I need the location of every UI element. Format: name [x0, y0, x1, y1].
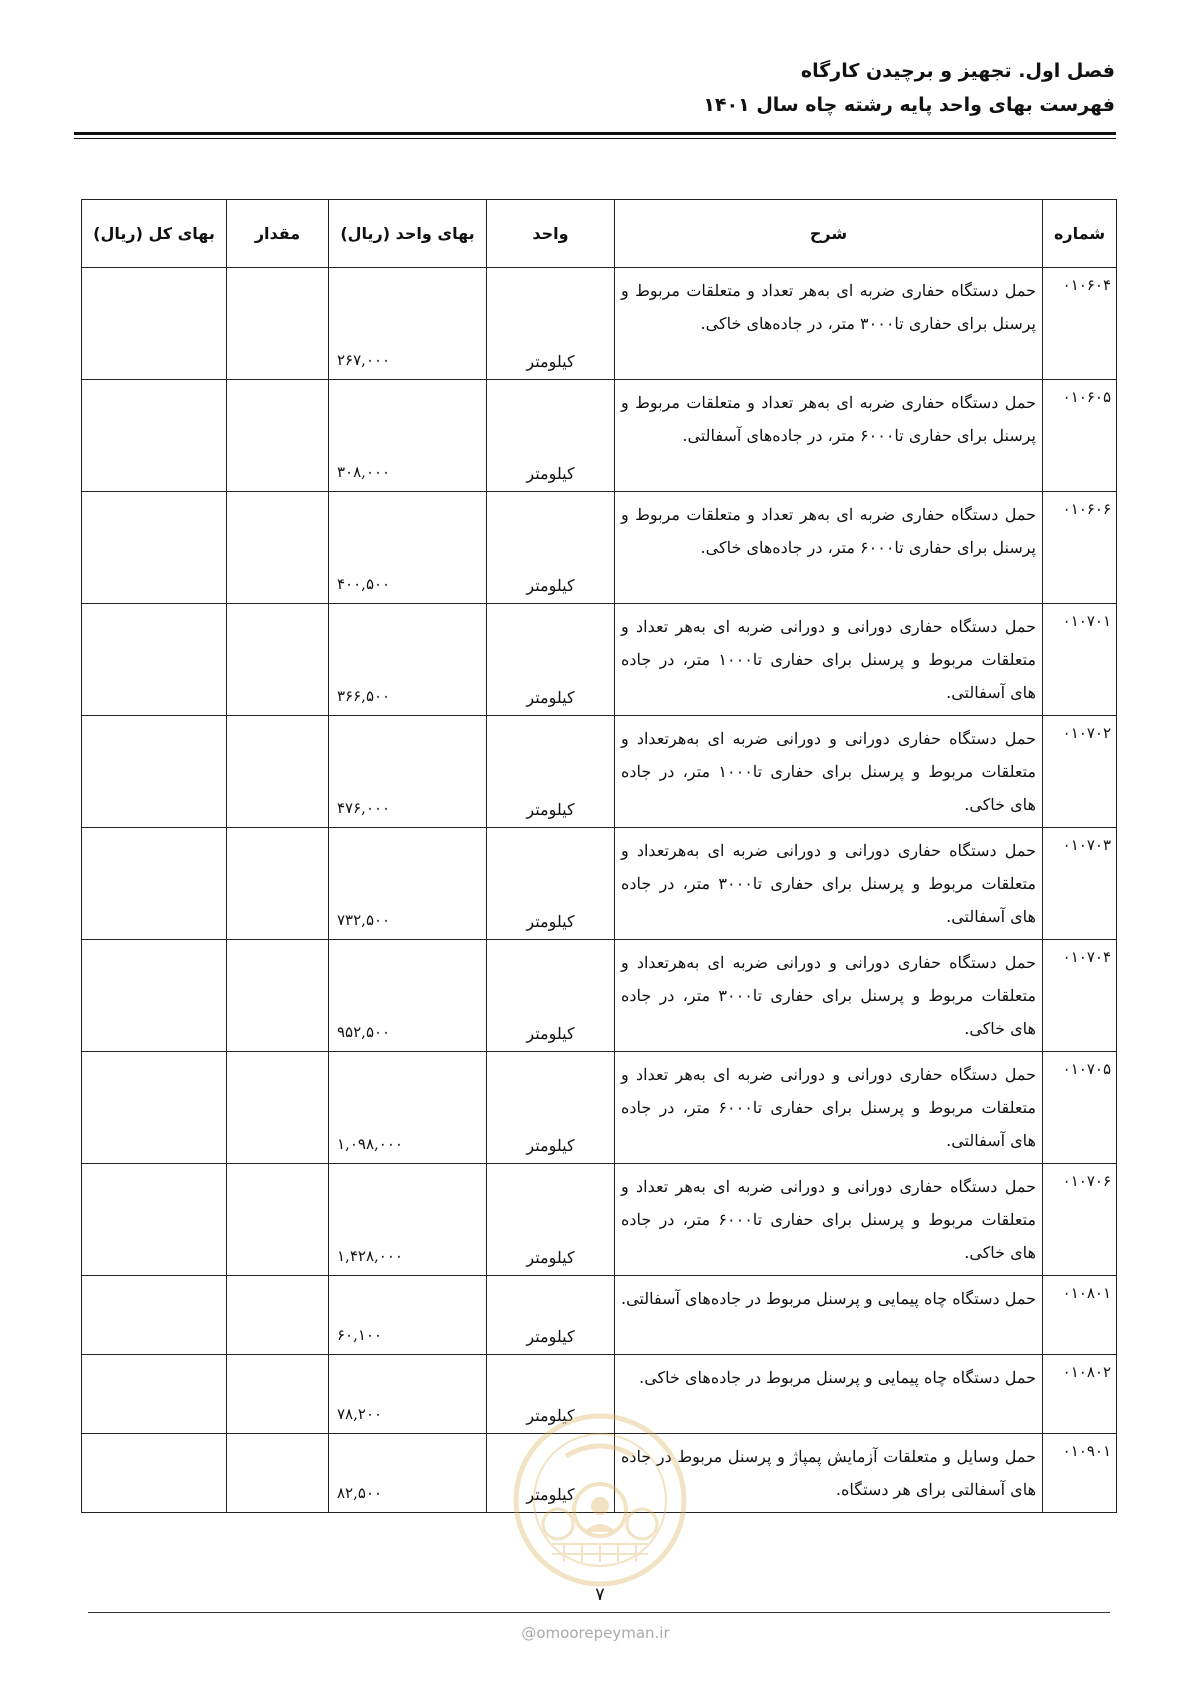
item-unit: کیلومتر	[487, 1434, 615, 1513]
item-quantity	[227, 604, 329, 716]
chapter-title: فصل اول. تجهیز و برچیدن کارگاه	[800, 60, 1115, 82]
item-number: ۰۱۰۷۰۳	[1043, 828, 1117, 940]
item-total-price	[82, 1355, 227, 1434]
item-quantity	[227, 268, 329, 380]
item-total-price	[82, 1164, 227, 1276]
table-row	[82, 1164, 1117, 1276]
item-description: حمل دستگاه حفاری دورانی و دورانی ضربه ای به‌هرتعداد و متعلقات مربوط و پرسنل برای حفاری تا۱۰۰۰ متر، در جاده های خاکی.	[615, 716, 1043, 828]
col-header-total-price: بهای کل (ریال)	[82, 200, 227, 268]
item-unit-price: ۶۰,۱۰۰	[329, 1276, 487, 1355]
item-unit-price: ۱,۴۲۸,۰۰۰	[329, 1164, 487, 1276]
item-number: ۰۱۰۶۰۶	[1043, 492, 1117, 604]
item-total-price	[82, 380, 227, 492]
seal-logo-icon	[512, 1412, 688, 1588]
table-row	[82, 268, 1117, 380]
item-quantity	[227, 1164, 329, 1276]
item-unit-price: ۴۷۶,۰۰۰	[329, 716, 487, 828]
item-description: حمل دستگاه حفاری دورانی و دورانی ضربه ای به‌هرتعداد و متعلقات مربوط و پرسنل برای حفاری تا۳۰۰۰ متر، در جاده های آسفالتی.	[615, 828, 1043, 940]
col-header-number: شماره	[1043, 200, 1117, 268]
item-unit-price: ۳۰۸,۰۰۰	[329, 380, 487, 492]
item-quantity	[227, 1434, 329, 1513]
item-unit: کیلومتر	[487, 1164, 615, 1276]
item-number: ۰۱۰۶۰۴	[1043, 268, 1117, 380]
item-description: حمل دستگاه چاه پیمایی و پرسنل مربوط در جاده‌های آسفالتی.	[615, 1276, 1043, 1355]
table-row	[82, 492, 1117, 604]
item-description: حمل دستگاه حفاری دورانی و دورانی ضربه ای به‌هرتعداد و متعلقات مربوط و پرسنل برای حفاری تا۳۰۰۰ متر، در جاده های خاکی.	[615, 940, 1043, 1052]
item-quantity	[227, 940, 329, 1052]
col-header-unit: واحد	[487, 200, 615, 268]
item-quantity	[227, 380, 329, 492]
item-unit: کیلومتر	[487, 1276, 615, 1355]
header-rule-thin	[74, 138, 1116, 139]
item-number: ۰۱۰۶۰۵	[1043, 380, 1117, 492]
item-unit-price: ۲۶۷,۰۰۰	[329, 268, 487, 380]
item-description: حمل دستگاه حفاری دورانی و دورانی ضربه ای به‌هر تعداد و متعلقات مربوط و پرسنل برای حفاری تا۱۰۰۰ متر، در جاده های آسفالتی.	[615, 604, 1043, 716]
item-unit-price: ۳۶۶,۵۰۰	[329, 604, 487, 716]
item-number: ۰۱۰۷۰۲	[1043, 716, 1117, 828]
item-description: حمل وسایل و متعلقات آزمایش پمپاژ و پرسنل مربوط در جاده های آسفالتی برای هر دستگاه.	[615, 1434, 1043, 1513]
item-number: ۰۱۰۸۰۱	[1043, 1276, 1117, 1355]
item-quantity	[227, 1276, 329, 1355]
item-description: حمل دستگاه حفاری ضربه ای به‌هر تعداد و متعلقات مربوط و پرسنل برای حفاری تا۶۰۰۰ متر، در جاده‌های آسفالتی.	[615, 380, 1043, 492]
item-description: حمل دستگاه حفاری دورانی و دورانی ضربه ای به‌هر تعداد و متعلقات مربوط و پرسنل برای حفاری تا۶۰۰۰ متر، در جاده های آسفالتی.	[615, 1052, 1043, 1164]
item-quantity	[227, 1355, 329, 1434]
table-row	[82, 828, 1117, 940]
item-total-price	[82, 828, 227, 940]
item-unit: کیلومتر	[487, 1355, 615, 1434]
item-number: ۰۱۰۷۰۵	[1043, 1052, 1117, 1164]
table-row	[82, 1276, 1117, 1355]
item-unit: کیلومتر	[487, 716, 615, 828]
item-number: ۰۱۰۸۰۲	[1043, 1355, 1117, 1434]
table-row	[82, 1052, 1117, 1164]
item-unit-price: ۷۸,۲۰۰	[329, 1355, 487, 1434]
col-header-description: شرح	[615, 200, 1043, 268]
item-total-price	[82, 716, 227, 828]
table-row	[82, 940, 1117, 1052]
table-header-row	[82, 200, 1117, 268]
table-row	[82, 604, 1117, 716]
item-unit-price: ۷۳۲,۵۰۰	[329, 828, 487, 940]
item-total-price	[82, 1434, 227, 1513]
item-unit: کیلومتر	[487, 268, 615, 380]
item-unit: کیلومتر	[487, 1052, 615, 1164]
page-number: ۷	[595, 1584, 605, 1605]
item-unit: کیلومتر	[487, 940, 615, 1052]
table-row	[82, 716, 1117, 828]
footer-rule	[88, 1612, 1110, 1613]
price-table	[81, 199, 1117, 1513]
item-total-price	[82, 492, 227, 604]
item-total-price	[82, 604, 227, 716]
item-total-price	[82, 1276, 227, 1355]
item-quantity	[227, 492, 329, 604]
item-unit-price: ۱,۰۹۸,۰۰۰	[329, 1052, 487, 1164]
item-description: حمل دستگاه حفاری ضربه ای به‌هر تعداد و متعلقات مربوط و پرسنل برای حفاری تا۶۰۰۰ متر، در جاده‌های خاکی.	[615, 492, 1043, 604]
website-link[interactable]: @omoorepeyman.ir	[521, 1624, 670, 1642]
item-total-price	[82, 1052, 227, 1164]
table-row	[82, 380, 1117, 492]
item-unit: کیلومتر	[487, 492, 615, 604]
document-title: فهرست بهای واحد پایه رشته چاه سال ۱۴۰۱	[703, 94, 1115, 116]
item-quantity	[227, 1052, 329, 1164]
item-description: حمل دستگاه حفاری ضربه ای به‌هر تعداد و متعلقات مربوط و پرسنل برای حفاری تا۳۰۰۰ متر، در جاده‌های خاکی.	[615, 268, 1043, 380]
page-header	[75, 54, 1115, 122]
item-unit: کیلومتر	[487, 828, 615, 940]
item-quantity	[227, 828, 329, 940]
item-number: ۰۱۰۷۰۶	[1043, 1164, 1117, 1276]
item-unit-price: ۴۰۰,۵۰۰	[329, 492, 487, 604]
item-unit: کیلومتر	[487, 380, 615, 492]
item-total-price	[82, 940, 227, 1052]
item-unit: کیلومتر	[487, 604, 615, 716]
item-number: ۰۱۰۷۰۱	[1043, 604, 1117, 716]
header-rule-thick	[74, 132, 1116, 135]
col-header-unit-price: بهای واحد (ریال)	[329, 200, 487, 268]
item-number: ۰۱۰۹۰۱	[1043, 1434, 1117, 1513]
item-unit-price: ۸۲,۵۰۰	[329, 1434, 487, 1513]
col-header-quantity: مقدار	[227, 200, 329, 268]
item-number: ۰۱۰۷۰۴	[1043, 940, 1117, 1052]
item-unit-price: ۹۵۲,۵۰۰	[329, 940, 487, 1052]
item-description: حمل دستگاه چاه پیمایی و پرسنل مربوط در جاده‌های خاکی.	[615, 1355, 1043, 1434]
item-total-price	[82, 268, 227, 380]
item-quantity	[227, 716, 329, 828]
item-description: حمل دستگاه حفاری دورانی و دورانی ضربه ای به‌هر تعداد و متعلقات مربوط و پرسنل برای حفاری تا۶۰۰۰ متر، در جاده های خاکی.	[615, 1164, 1043, 1276]
